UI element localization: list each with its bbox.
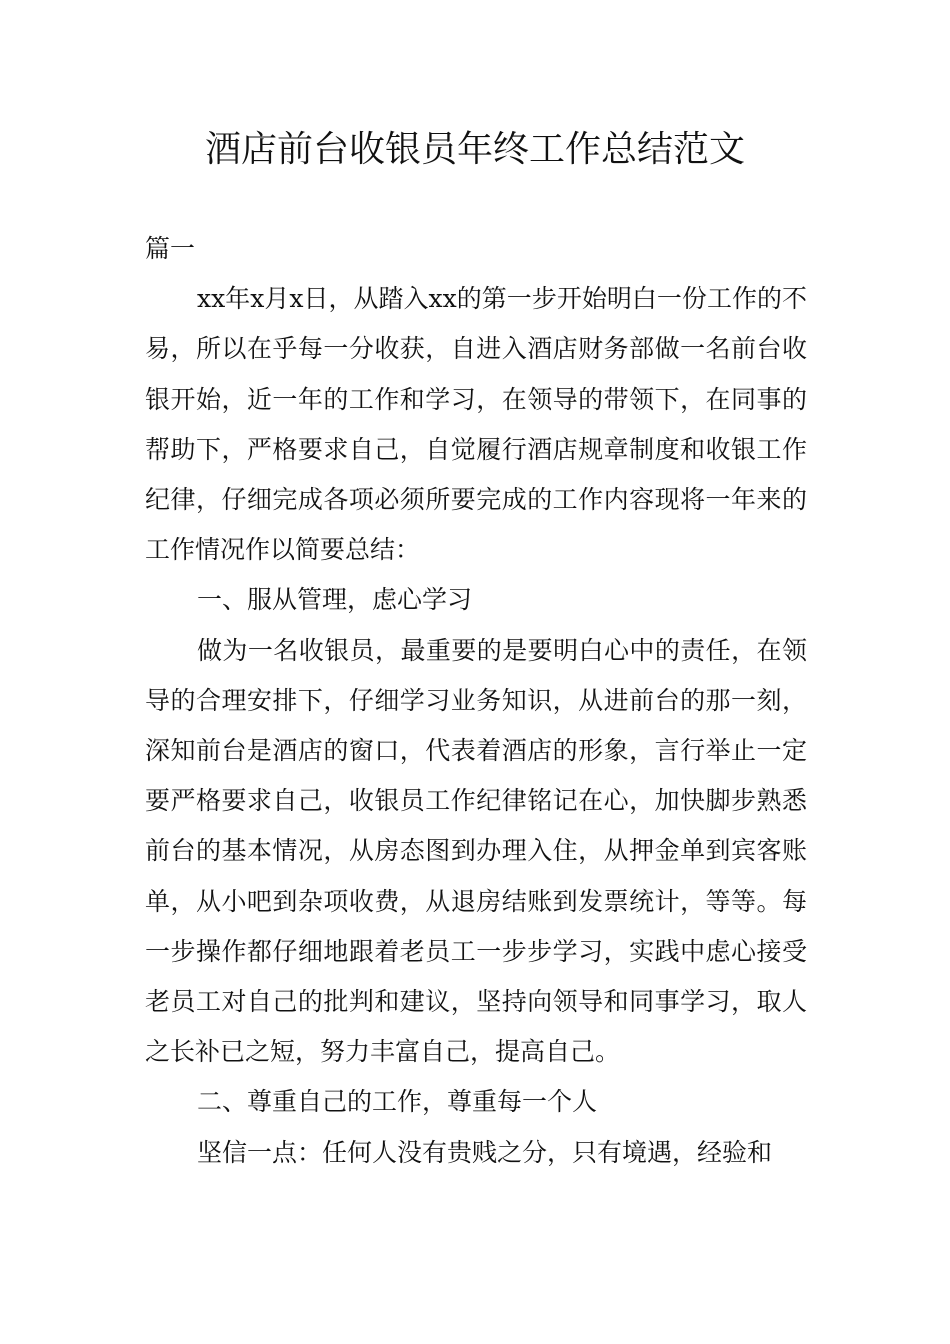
heading-one: 一、服从管理，虑心学习 (197, 585, 473, 615)
paragraph-one: 做为一名收银员，最重要的是要明白心中的责任，在领导的合理安排下，仔细学习业务知识，从进前台的那一刻，深知前台是酒店的窗口，代表着酒店的形象，言行举止一定要严格要求自己，收银员工作纪律铭记在心，加快脚步熟悉前台的基本情况，从房态图到办理入住，从押金单到宾客账单，从小吧到杂项收费，从退房结账到发票统计，等等。每一步操作都仔细地跟着老员工一步步学习，实践中虑心接受老员工对自己的批判和建议，坚持向领导和同事学习，取人之长补已之短，努力丰富自己，提高自己。 (145, 635, 807, 1067)
heading-two: 二、尊重自己的工作，尊重每一个人 (197, 1087, 598, 1117)
document-body (145, 224, 807, 1178)
document-title: 酒店前台收银员年终工作总结范文 (204, 129, 745, 170)
section-label: 篇一 (145, 234, 196, 263)
paragraph-intro: xx年x月x日，从踏入xx的第一步开始明白一份工作的不易，所以在乎每一分收获，自进入酒店财务部做一名前台收银开始，近一年的工作和学习，在领导的带领下，在同事的帮助下，严格要求自己，自觉履行酒店规章制度和收银工作纪律，仔细完成各项必须所要完成的工作内容现将一年来的工作情况作以简要总结： (145, 284, 807, 565)
paragraph-two: 坚信一点：任何人没有贵贱之分，只有境遇，经验和 (197, 1137, 773, 1167)
